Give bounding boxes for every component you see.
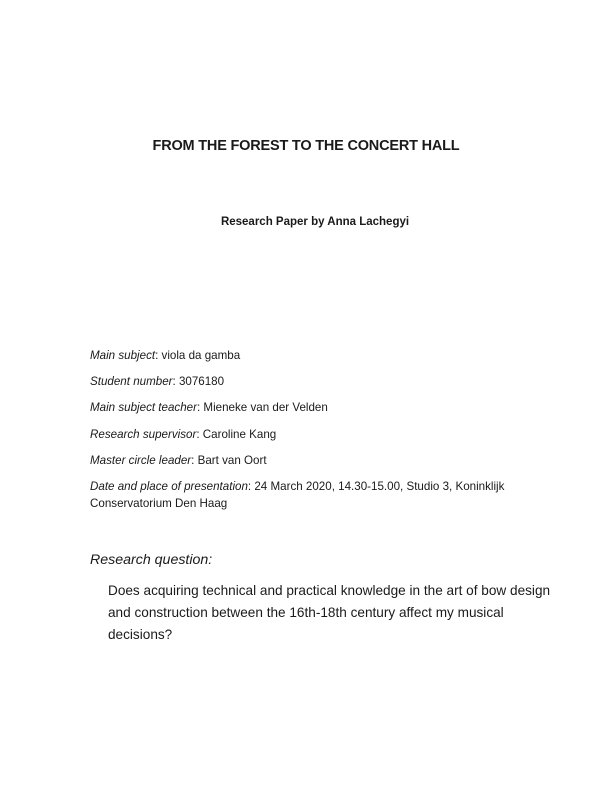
meta-label: Main subject bbox=[90, 349, 156, 362]
meta-row-main-subject-teacher bbox=[90, 399, 560, 416]
meta-label: Master circle leader bbox=[90, 453, 192, 467]
meta-label: Main subject teacher bbox=[90, 401, 197, 415]
meta-label: Date and place of presentation bbox=[90, 479, 248, 493]
document-title: FROM THE FOREST TO THE CONCERT HALL bbox=[152, 138, 460, 154]
meta-value: : Bart van Oort bbox=[191, 453, 267, 467]
meta-value: : viola da gamba bbox=[155, 349, 241, 362]
meta-row-master-circle-leader bbox=[90, 452, 560, 469]
meta-label: Student number bbox=[90, 375, 173, 389]
student-info-block bbox=[90, 347, 560, 512]
meta-row-presentation bbox=[90, 478, 560, 512]
meta-value: : 3076180 bbox=[172, 375, 225, 389]
meta-row-main-subject bbox=[90, 347, 560, 364]
meta-row-research-supervisor bbox=[90, 426, 560, 443]
document-subtitle: Research Paper by Anna Lachegyi bbox=[220, 216, 410, 228]
meta-label: Research supervisor bbox=[90, 427, 197, 441]
meta-value: : Caroline Kang bbox=[196, 427, 277, 441]
research-question-text: Does acquiring technical and practical knowledge in the art of bow design and construction between the 16th-18th century affect my musical decisions? bbox=[108, 583, 551, 642]
meta-value: : Mieneke van der Velden bbox=[196, 401, 328, 415]
meta-row-student-number bbox=[90, 373, 560, 390]
research-question-heading: Research question: bbox=[90, 552, 213, 568]
meta-value: : 24 March 2020, 14.30-15.00, Studio 3, Koninklijk Conservatorium Den Haag bbox=[90, 479, 505, 510]
